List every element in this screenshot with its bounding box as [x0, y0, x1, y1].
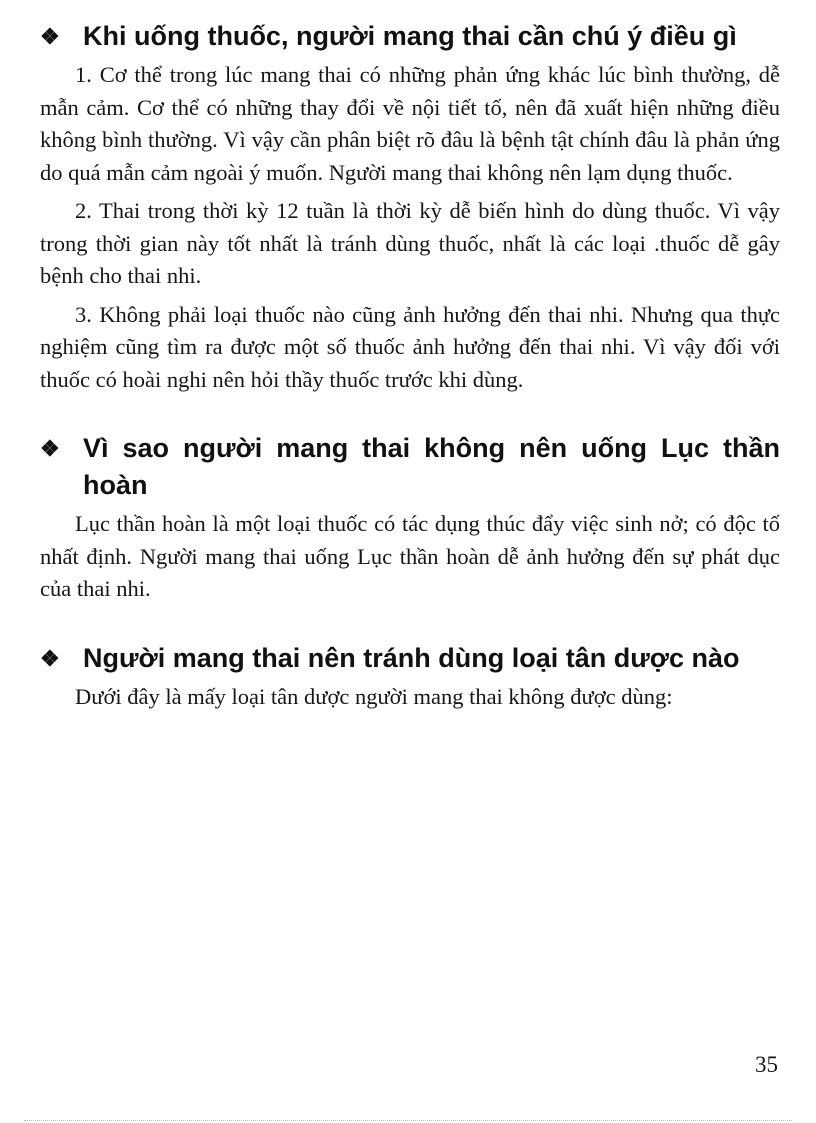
bottom-divider — [24, 1120, 792, 1121]
paragraph: Lục thần hoàn là một loại thuốc có tác dụng thúc đẩy việc sinh nở; có độc tố nhất định. Người mang thai uống Lục thần hoàn dễ ảnh hưởng đến sự phát dục của thai nhi. — [40, 511, 780, 601]
page-content — [40, 18, 780, 719]
paragraph: Dưới đây là mấy loại tân dược người mang thai không được dùng: — [75, 683, 673, 709]
diamond-bullet-icon: ❖ — [40, 436, 60, 461]
section-heading-2 — [40, 430, 780, 504]
page-number: 35 — [755, 1052, 778, 1077]
heading-text: Vì sao người mang thai không nên uống Lục thần hoàn — [83, 433, 780, 500]
heading-text: Người mang thai nên tránh dùng loại tân dược nào — [83, 642, 740, 673]
paragraph: 1. Cơ thể trong lúc mang thai có những phản ứng khác lúc bình thường, dễ mẫn cảm. Cơ thể có những thay đổi về nội tiết tố, nên đã xuất hiện những điều không bình thường. Vì vậy cần phân biệt rõ đâu là bệnh tật chính đâu là phản ứng do quá mẫn cảm ngoài ý muốn. Người mang thai không nên lạm dụng thuốc. — [40, 62, 780, 185]
paragraph: 3. Không phải loại thuốc nào cũng ảnh hưởng đến thai nhi. Nhưng qua thực nghiệm cũng tìm ra được một số thuốc ảnh hưởng đến thai nhi. Vì vậy đối với thuốc có hoài nghi nên hỏi thầy thuốc trước khi dùng. — [40, 301, 780, 392]
heading-text: Khi uống thuốc, người mang thai cần chú ý điều gì — [83, 21, 737, 51]
section-heading-3 — [40, 640, 780, 677]
diamond-bullet-icon: ❖ — [40, 24, 60, 49]
diamond-bullet-icon: ❖ — [40, 645, 60, 671]
paragraph: 2. Thai trong thời kỳ 12 tuần là thời kỳ dễ biến hình do dùng thuốc. Vì vậy trong thời gian này tốt nhất là tránh dùng thuốc, nhất là các loại .thuốc dễ gây bệnh cho thai nhi. — [40, 198, 780, 288]
section-heading-1 — [40, 18, 780, 55]
